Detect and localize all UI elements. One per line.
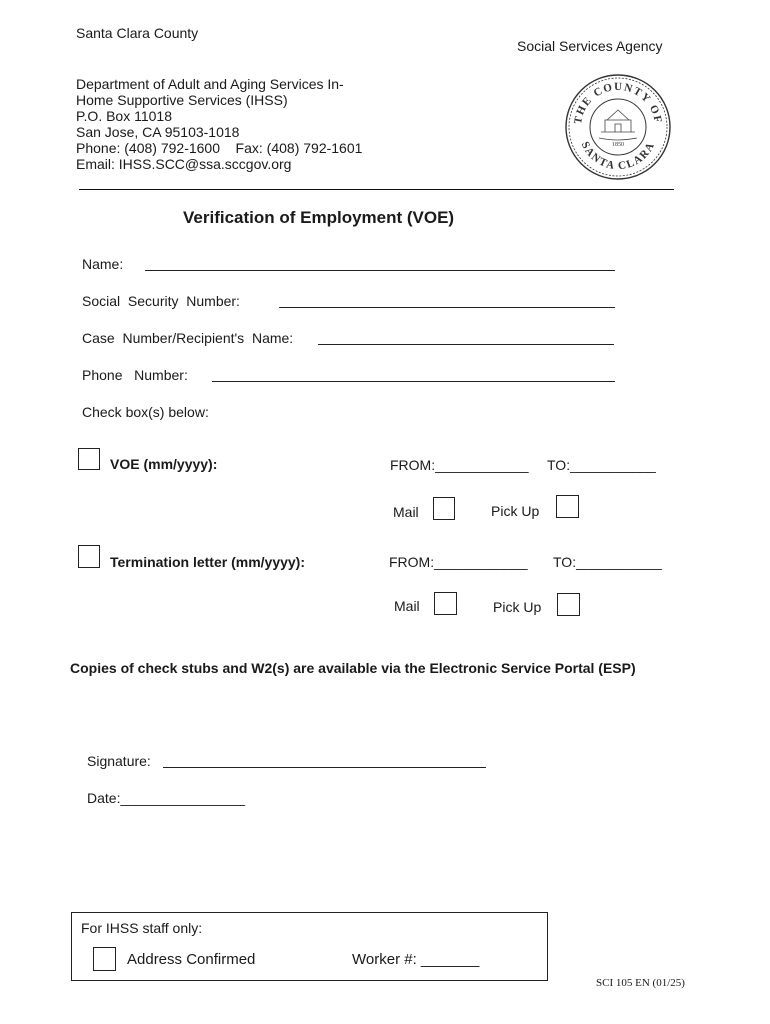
termination-pickup-label: Pick Up — [493, 599, 542, 615]
signature-field[interactable] — [163, 767, 486, 768]
address-line: San Jose, CA 95103-1018 — [76, 124, 240, 140]
case-label: Case Number/Recipient's Name: — [82, 330, 294, 346]
voe-label: VOE (mm/yyyy): — [110, 456, 218, 472]
header-divider — [79, 189, 674, 190]
staff-only-title: For IHSS staff only: — [81, 920, 203, 936]
address-line: Email: IHSS.SCC@ssa.sccgov.org — [76, 156, 292, 172]
seal-top-text: THE COUNTY OF — [571, 80, 664, 125]
phone-label: Phone Number: — [82, 367, 188, 383]
ssn-field[interactable] — [279, 307, 615, 308]
voe-mail-label: Mail — [393, 504, 419, 520]
seal-year: 1850 — [612, 142, 624, 148]
form-id: SCI 105 EN (01/25) — [596, 977, 685, 989]
svg-text:THE COUNTY OF — [572, 81, 664, 125]
county-seal-icon — [563, 72, 673, 182]
name-field[interactable] — [145, 270, 615, 271]
voe-to-field[interactable]: TO:___________ — [547, 457, 656, 473]
address-line: Department of Adult and Aging Services In- — [76, 76, 344, 92]
phone-field[interactable] — [212, 381, 615, 382]
date-field[interactable]: Date:________________ — [87, 790, 246, 806]
seal-bottom-text: SANTA CLARA — [578, 139, 658, 173]
termination-from-field[interactable]: FROM:____________ — [389, 554, 528, 570]
address-line: Home Supportive Services (IHSS) — [76, 92, 288, 108]
termination-mail-checkbox[interactable] — [434, 592, 457, 615]
address-line: Phone: (408) 792-1600 Fax: (408) 792-1601 — [76, 140, 363, 156]
esp-note: Copies of check stubs and W2(s) are available via the Electronic Service Portal (ESP) — [70, 660, 636, 676]
termination-label: Termination letter (mm/yyyy): — [110, 554, 306, 570]
address-line: P.O. Box 11018 — [76, 108, 172, 124]
department-address — [76, 76, 362, 172]
ssn-label: Social Security Number: — [82, 293, 240, 309]
voe-pickup-checkbox[interactable] — [556, 495, 579, 518]
county-name: Santa Clara County — [76, 25, 199, 41]
address-confirmed-label: Address Confirmed — [127, 951, 256, 968]
worker-number-field[interactable]: Worker #: _______ — [352, 951, 480, 968]
voe-from-field[interactable]: FROM:____________ — [390, 457, 529, 473]
termination-to-field[interactable]: TO:___________ — [553, 554, 662, 570]
signature-label: Signature: — [87, 753, 151, 769]
termination-pickup-checkbox[interactable] — [557, 593, 580, 616]
form-title: Verification of Employment (VOE) — [183, 208, 455, 227]
voe-checkbox[interactable] — [78, 448, 100, 470]
voe-pickup-label: Pick Up — [491, 503, 540, 519]
termination-checkbox[interactable] — [78, 545, 100, 568]
check-instruction: Check box(s) below: — [82, 404, 209, 420]
case-field[interactable] — [318, 344, 614, 345]
address-confirmed-checkbox[interactable] — [93, 947, 116, 971]
agency-name: Social Services Agency — [517, 38, 663, 54]
termination-mail-label: Mail — [394, 598, 420, 614]
voe-mail-checkbox[interactable] — [433, 497, 455, 520]
name-label: Name: — [82, 256, 124, 272]
